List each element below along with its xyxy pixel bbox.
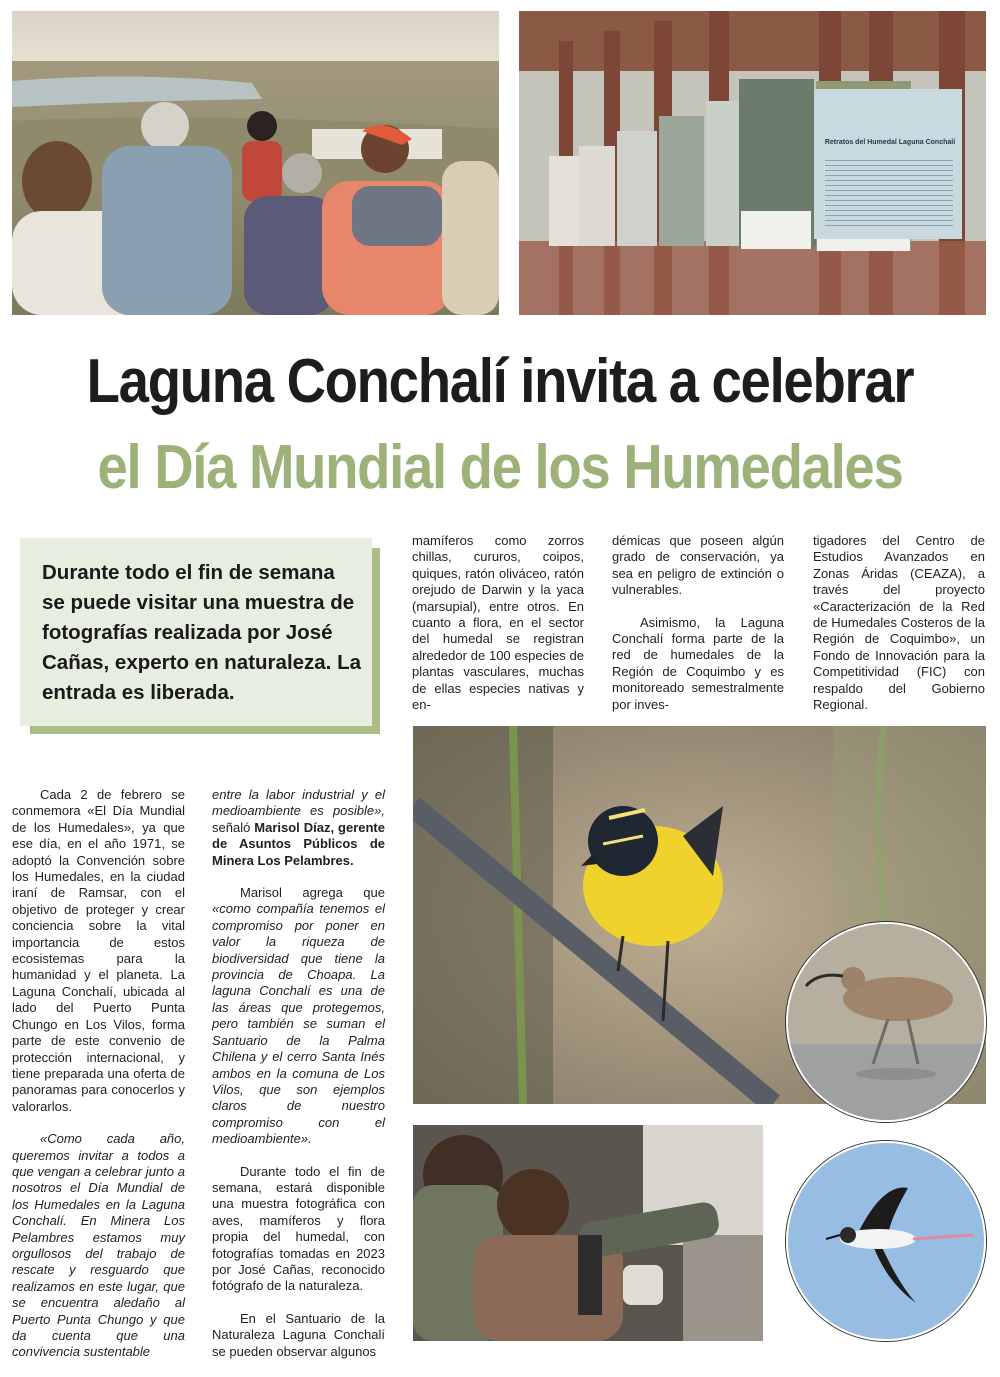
quote-text: «Como cada año, queremos invitar a todos a que vengan a celebrar junto a nosotros el Día Mundial de los Humedales en la Laguna Conchalí. En Minera Los Pelambres estamos muy orgullosos del trabajo de rescate y resguardo que realizamos en este lugar, que se encuentra aledaño al Puerto Punta Chungo y que da cuenta que una convivencia sustentable xyxy=(12,1131,185,1360)
lead: Marisol agrega que xyxy=(240,885,385,901)
paragraph xyxy=(212,885,385,1148)
column-left xyxy=(12,787,185,1377)
paragraph: tigadores del Centro de Estudios Avanzados en Zonas Áridas (CEAZA), a través del proyecto «Caracterización de la Red de Humedales Costeros de la Región de Coquimbo», un Fondo de Innovación para la Competitividad (FIC) con respaldo del Gobierno Regional. xyxy=(813,533,985,713)
photo-visitors-tour xyxy=(12,11,499,315)
column-middle xyxy=(212,787,385,1376)
paragraph: Asimismo, la Laguna Conchalí forma parte de la red de humedales de la Región de Coquimbo y es monitoreado semestralmente por inves- xyxy=(612,614,784,712)
photo-whimbrel-circle xyxy=(786,922,986,1122)
paragraph: En el Santuario de la Naturaleza Laguna Conchalí se pueden observar algunos xyxy=(212,1310,385,1359)
column-top-3 xyxy=(813,533,985,729)
paragraph: mamíferos como zorros chillas, cururos, coipos, quiques, ratón oliváceo, ratón orejudo de Darwin y la yaca (marsupial), entre otros. En cuanto a flora, en el sector del humedal se registran alrededor de 100 especies de plantas vasculares, muchas de ellas especies nativas y en- xyxy=(412,533,584,713)
paragraph-quote xyxy=(12,1131,185,1361)
headline-line-2: el Día Mundial de los Humedales xyxy=(97,433,903,502)
paragraph-quote-end xyxy=(212,787,385,869)
paragraph: Durante todo el fin de semana, estará disponible una muestra fotográfica con aves, mamíferos y flora propia del humedal, con fotografías tomadas en 2023 por José Cañas, reconocido fotógrafo de la naturaleza. xyxy=(212,1163,385,1294)
exhibit-panel-text-lines xyxy=(825,156,953,226)
photo-telescope-visitors xyxy=(413,1125,763,1341)
exhibit-panel-title: Retratos del Humedal Laguna Conchalí xyxy=(824,139,956,146)
callout-box: Durante todo el fin de semana se puede visitar una muestra de fotografías realizada por José Cañas, experto en naturaleza. La entrada es liberada. xyxy=(20,538,372,726)
column-top-2 xyxy=(612,533,784,729)
said: señaló xyxy=(212,819,251,835)
paragraph: Cada 2 de febrero se conmemora «El Día Mundial de los Humedales», ya que ese día, en el año 1971, se adoptó la Convención sobre los Humedales, en la ciudad iraní de Ramsar, con el objetivo de proteger y crear conciencia sobre la vital importancia de estos ecosistemas para la humanidad y el planeta. La Laguna Conchalí, ubicada al lado del Puerto Punta Chungo en Los Vilos, forma parte de este convenio de protección internacional, y tiene preparada una oferta de panoramas para conocerlos y valorarlos. xyxy=(12,787,185,1114)
paragraph: démicas que poseen algún grado de conservación, ya sea en peligro de extinción o vulnerables. xyxy=(612,533,784,598)
headline-line-1: Laguna Conchalí invita a celebrar xyxy=(86,347,914,416)
photo-exhibition-panels xyxy=(519,11,986,315)
speaker: Marisol Díaz, gerente de Asuntos Públicos de Minera Los Pelambres. xyxy=(212,819,385,868)
photo-stilt-circle xyxy=(786,1141,986,1341)
column-top-1 xyxy=(412,533,584,729)
quote-end: entre la labor industrial y el medioambiente es posible», xyxy=(212,787,385,819)
quote: «como compañía tenemos el compromiso por poner en valor la riqueza de biodiversidad que tiene la provincia de Choapa. La laguna Conchalí es una de las áreas que protegemos, pero también se suman el Santuario de la Palma Chilena y el cerro Santa Inés ambos en la comuna de Los Vilos, que son ejemplos claros de nuestro compromiso con el medioambiente». xyxy=(212,901,385,1147)
